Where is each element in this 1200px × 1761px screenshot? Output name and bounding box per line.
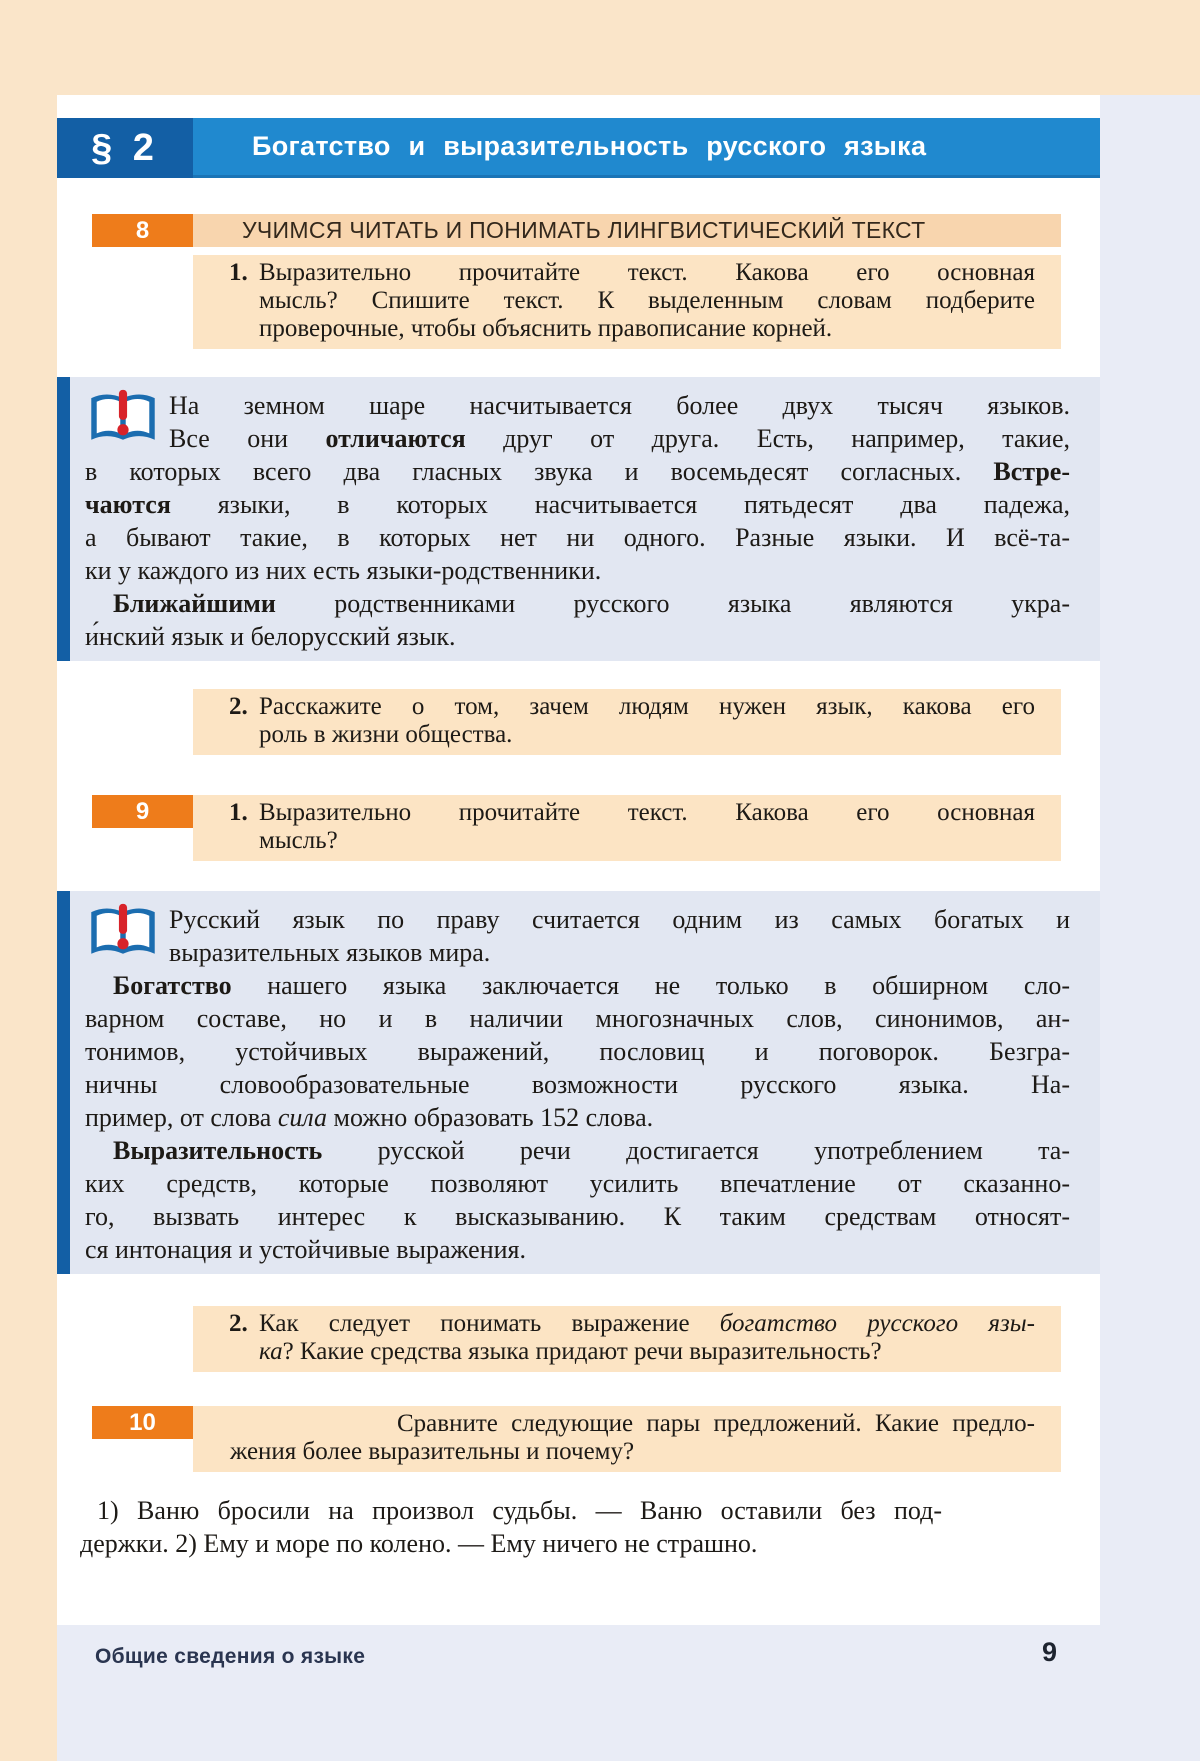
exercise-10-row <box>57 1406 1100 1472</box>
task-number: 2. <box>229 693 248 720</box>
exercise-9-row <box>57 795 1100 861</box>
text-line: роль в жизни общества. <box>259 721 513 748</box>
task-text <box>230 1410 1035 1466</box>
text-line: тонимов, устойчивых выражений, пословиц и поговорок. Безгра- <box>85 1037 1070 1066</box>
text-line: в которых всего два гласных звука и восемьдесят согласных. Встре- <box>85 457 1070 486</box>
page-footer <box>57 1625 1200 1761</box>
text-line: Все они отличаются друг от друга. Есть, например, такие, <box>169 424 1070 453</box>
info-text <box>85 389 1070 653</box>
task-text <box>259 799 1035 855</box>
text-line: ки у каждого из них есть языки-родственники. <box>85 556 602 585</box>
text-line: чаются языки, в которых насчитывается пятьдесят два падежа, <box>85 490 1070 519</box>
text-line: Расскажите о том, зачем людям нужен язык, какова его <box>259 693 1035 720</box>
book-exclamation-icon <box>88 903 158 961</box>
text-line: жения более выразительны и почему? <box>230 1438 635 1465</box>
exercise-8-heading: УЧИМСЯ ЧИТАТЬ И ПОНИМАТЬ ЛИНГВИСТИЧЕСКИЙ ТЕКСТ <box>193 214 1061 247</box>
text-line: ких средств, которые позволяют усилить впечатление от сказанно- <box>85 1169 1070 1198</box>
text-line: Богатство нашего языка заключается не только в обширном сло- <box>113 971 1070 1000</box>
exercise-8-header-row <box>57 214 1100 247</box>
text-line: держки. 2) Ему и море по колено. — Ему ничего не страшно. <box>80 1529 758 1558</box>
exercise-8-task-1 <box>193 255 1061 349</box>
text-line: пример, от слова сила можно образовать 152 слова. <box>85 1103 654 1132</box>
text-line: го, вызвать интерес к высказыванию. К таким средствам относят- <box>85 1202 1070 1231</box>
info-text <box>85 903 1070 1266</box>
exercise-9-task-2 <box>193 1306 1061 1372</box>
page-number: 9 <box>1042 1637 1058 1667</box>
text-line: 1) Ваню бросили на произвол судьбы. — Ваню оставили без под- <box>97 1496 942 1525</box>
footer-section-name: Общие сведения о языке <box>95 1645 366 1668</box>
text-line: мысль? <box>259 827 338 854</box>
section-number: § 2 <box>57 118 193 178</box>
info-block-richness <box>57 891 1100 1274</box>
text-line: и́нский язык и белорусский язык. <box>85 622 456 651</box>
task-text <box>259 259 1035 343</box>
text-line: Выразительно прочитайте текст. Какова его основная <box>259 259 1035 286</box>
task-number: 1. <box>229 799 248 826</box>
text-line: Ближайшими родственниками русского языка являются укра- <box>113 589 1070 618</box>
text-line: ся интонация и устойчивые выражения. <box>85 1235 526 1264</box>
info-block-languages <box>57 377 1100 661</box>
text-line: Выразительно прочитайте текст. Какова его основная <box>259 799 1035 826</box>
text-line: ка? Какие средства языка придают речи выразительность? <box>259 1338 882 1365</box>
example-sentences <box>80 1494 942 1560</box>
exercise-9-number-badge: 9 <box>92 795 193 828</box>
right-margin-panel <box>1100 95 1200 1761</box>
text-line: ничны словообразовательные возможности русского языка. На- <box>85 1070 1070 1099</box>
exercise-9-task-1 <box>193 795 1061 861</box>
exercise-10-task <box>193 1406 1061 1472</box>
exercise-10-number-badge: 10 <box>92 1406 193 1439</box>
text-line: Русский язык по праву считается одним из самых богатых и <box>169 905 1070 934</box>
exercise-8-number-badge: 8 <box>92 214 193 247</box>
task-text <box>259 693 1035 749</box>
task-number: 1. <box>229 259 248 286</box>
text-line: а бывают такие, в которых нет ни одного. Разные языки. И всё-та- <box>85 523 1070 552</box>
text-line: На земном шаре насчитывается более двух тысяч языков. <box>169 391 1070 420</box>
exercise-8-task-2 <box>193 689 1061 755</box>
book-exclamation-icon <box>88 389 158 447</box>
section-title: Богатство и выразительность русского языка <box>193 118 1100 178</box>
task-number: 2. <box>229 1310 248 1337</box>
text-line: Выразительность русской речи достигается употреблением та- <box>113 1136 1070 1165</box>
text-line: выразительных языков мира. <box>169 938 491 967</box>
text-line: мысль? Спишите текст. К выделенным словам подберите <box>259 287 1035 314</box>
text-line: Сравните следующие пары предложений. Какие предло- <box>397 1410 1035 1437</box>
page-content <box>57 95 1100 1625</box>
text-line: варном составе, но и в наличии многозначных слов, синонимов, ан- <box>85 1004 1070 1033</box>
text-line: проверочные, чтобы объяснить правописание корней. <box>259 315 833 342</box>
section-header <box>57 118 1100 178</box>
text-line: Как следует понимать выражение богатство русского язы- <box>259 1310 1036 1337</box>
task-text <box>259 1310 1035 1366</box>
